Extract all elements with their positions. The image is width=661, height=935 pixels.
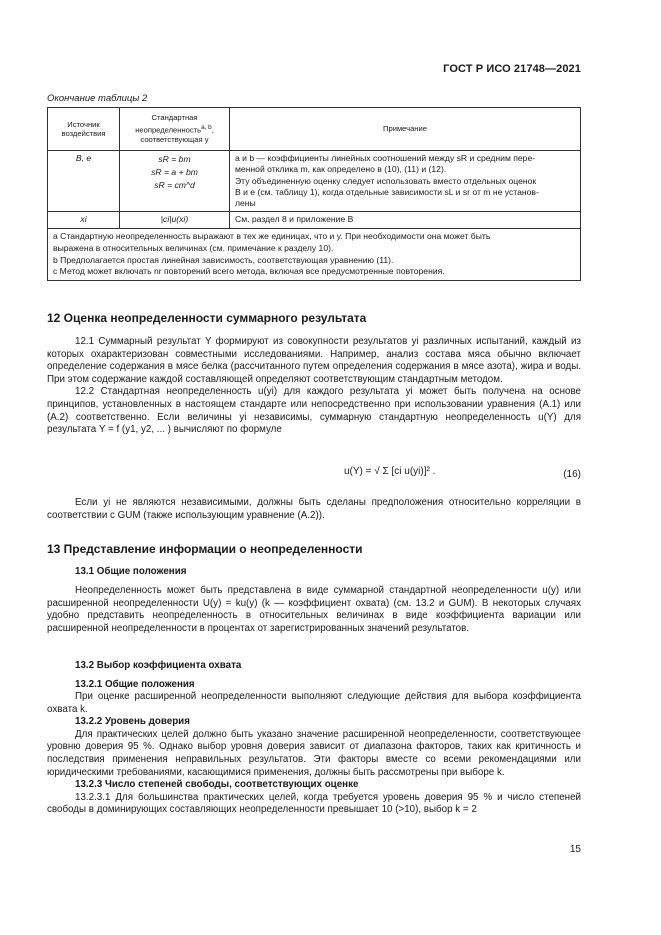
formula-line: sR = bm xyxy=(158,154,191,164)
section-12-tail xyxy=(47,497,581,522)
subsection-title: 13.1 Общие положения xyxy=(75,566,187,577)
table-header-row xyxy=(48,108,581,151)
table-row xyxy=(48,151,581,212)
formula-line: sR = a + bm xyxy=(151,167,198,177)
table-footnotes-row xyxy=(48,228,581,280)
section-13-title: 13 Представление информации о неопределенности xyxy=(47,542,363,556)
paragraph: Неопределенность может быть представлена в виде суммарной стандартной неопределенности u(y) или расширенной неопределенности U(y) = ku(y) (k — коэффициент охвата) (см. 13.2 и GUM). В некоторых случаях удобно представить неопределенность в относительных величинах в виде коэффициента вариации или расширенной неопределенности в процентах от зарегистрированных значений результатов. xyxy=(47,585,581,634)
note-line: B и e (см. таблицу 1), когда отдельные зависимости sL и sr от m не установ- xyxy=(235,186,539,197)
header-source: Источник воздействия xyxy=(48,108,120,151)
note-line: Эту объединенную оценку следует использовать вместо отдельных оценок xyxy=(235,175,537,186)
paragraph: Для практических целей должно быть указано значение расширенной неопределенности, соответствующее уровню доверия 95 %. Однако выбор уровня доверия зависит от диапазона факторов, таких как критичность и последствия применения неправильных результатов. Эти факторы вместе со всеми рекомендациями или юридическими требованиями, касающимися применения, должны быть рассмотрены при выборе k. xyxy=(47,728,581,778)
note-line: менной отклика m, как определено в (10), (11) и (12). xyxy=(235,164,447,175)
section-13-1-body xyxy=(47,585,581,635)
header-uncertainty: Стандартная неопределенность$^{a, b}$, соответствующая y xyxy=(120,108,230,151)
uncertainty-table xyxy=(47,107,581,281)
paragraph: 12.1 Суммарный результат Y формируют из совокупности результатов yi различных испытаний, каждый из которых охарактеризован совместными исследованиями. Например, анализ состава мяса обычно включает определение содержания в мясе белка (рассчитанного путем определения содержания в мясе азота), жира и воды. При этом содержание каждой составляющей определяют соответствующим стандартным методом. xyxy=(47,336,581,385)
footnote: c Метод может включать nr повторений всего метода, включая все предусмотренные повторения. xyxy=(53,266,445,277)
cell-note xyxy=(230,151,581,212)
page-number: 15 xyxy=(569,844,581,855)
subsection-title: 13.2.1 Общие положения xyxy=(75,679,195,690)
subsection-title: 13.2.3 Число степеней свободы, соответствующих оценке xyxy=(75,779,359,791)
subsection-title: 13.2.2 Уровень доверия xyxy=(75,716,190,728)
footnote: a Стандартную неопределенность выражают в тех же единицах, что и y. При необходимости она может быть xyxy=(53,230,491,241)
paragraph: 13.2.3.1 Для большинства практических целей, когда требуется уровень доверия 95 % и число степеней свободы в доминирующих составляющих неопределенности превышает 10 (>10), выбор k = 2 xyxy=(47,791,581,816)
header-note: Примечание xyxy=(230,108,581,151)
subsection-title: 13.2 Выбор коэффициента охвата xyxy=(75,660,242,671)
paragraph: Если yi не являются независимыми, должны быть сделаны предположения относительно корреляции в соответствии с GUM (также использующим уравнение (A.2)). xyxy=(47,497,581,521)
section-12-title: 12 Оценка неопределенности суммарного результата xyxy=(47,311,367,325)
formula-line: sR = cm^d xyxy=(154,180,195,190)
cell-source: xi xyxy=(48,212,120,229)
standard-header: ГОСТ Р ИСО 21748—2021 xyxy=(443,63,581,75)
paragraph: При оценке расширенной неопределенности выполняют следующие действия для выбора коэффициента охвата k. xyxy=(47,691,581,715)
cell-source: B, e xyxy=(48,151,120,212)
table-caption: Окончание таблицы 2 xyxy=(47,93,148,104)
section-13-2-body xyxy=(47,691,581,817)
footnote: выражена в относительных величинах (см. примечание к разделу 10). xyxy=(53,242,334,253)
equation-16: u(Y) = √ Σ [ci u(yi)]² . xyxy=(344,466,436,477)
table-row xyxy=(48,212,581,229)
cell-formula: |ci|u(xi) xyxy=(120,212,230,229)
note-line: лены xyxy=(235,198,256,209)
table-footnotes xyxy=(48,228,581,280)
paragraph: 12.2 Стандартная неопределенность u(yi) для каждого результата yi может быть получена на основе принципов, установленных в настоящем стандарте или непосредственно при использовании уравнения (A.1) или (A.2) соответственно. Если величины yi независимы, суммарную стандартную неопределенность u(Y) для результата Y = f (y1, y2, ... ) вычисляют по формуле xyxy=(47,386,581,436)
cell-formulas xyxy=(120,151,230,212)
footnote: b Предполагается простая линейная зависимость, соответствующая уравнению (11). xyxy=(53,254,394,265)
section-12-body xyxy=(47,336,581,437)
note-line: a и b — коэффициенты линейных соотношений между sR и средним пере- xyxy=(235,153,536,163)
cell-note: См. раздел 8 и приложение В xyxy=(230,212,581,229)
equation-number: (16) xyxy=(563,469,581,480)
